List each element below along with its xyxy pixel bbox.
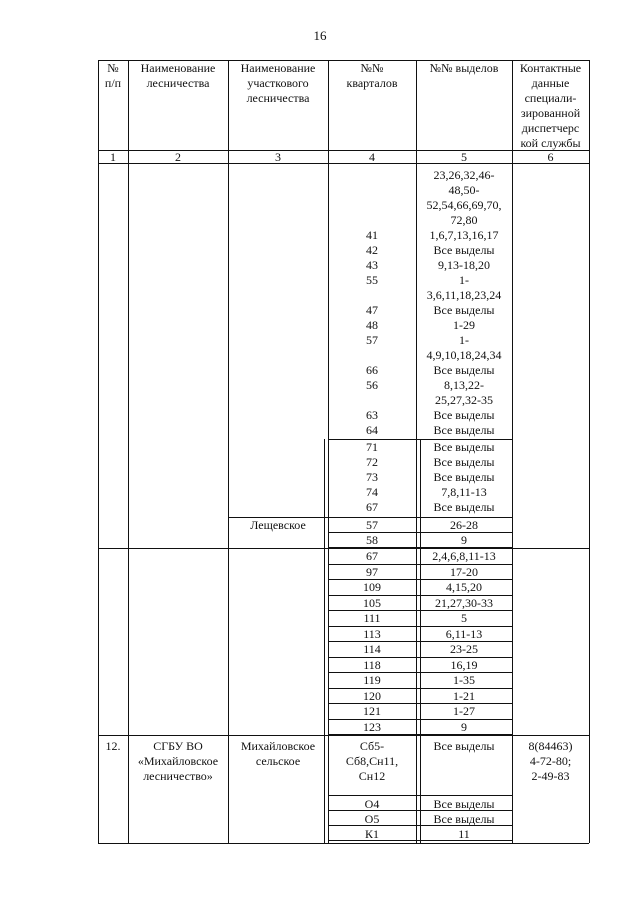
- plots-cell: 1,6,7,13,16,17: [429, 228, 499, 242]
- plots-cell: 23,26,32,46- 48,50- 52,54,66,69,70, 72,80: [426, 168, 502, 227]
- quarter-cell: 118: [363, 657, 381, 672]
- quarter-cell: 97: [366, 564, 378, 579]
- column-border: [98, 60, 99, 843]
- column-numbers-border: [98, 163, 589, 164]
- plots-cell: Все выделы: [433, 440, 495, 454]
- quarter-cell: 114: [363, 642, 381, 656]
- plots-cell: Все выделы: [433, 303, 495, 317]
- header-plots: №№ выделов: [429, 61, 499, 75]
- plots-cell: 17-20: [450, 564, 478, 579]
- plots-cell: 11: [458, 827, 470, 841]
- district-forestry-name: Михайловское сельское: [240, 739, 316, 768]
- column-number: 1: [110, 150, 116, 164]
- quarter-cell: К1: [364, 827, 379, 841]
- plots-cell: Все выделы: [433, 470, 495, 484]
- plots-cell: Все выделы: [433, 363, 495, 377]
- quarter-cell: 71: [366, 440, 378, 454]
- quarter-cell: 64: [366, 423, 378, 437]
- quarter-cell: 73: [366, 470, 378, 484]
- plots-cell: 16,19: [450, 657, 478, 672]
- header-district-forestry: Наименование участкового лесничества: [240, 61, 316, 105]
- quarter-cell: 121: [363, 704, 381, 718]
- quarter-cell: 119: [363, 673, 381, 687]
- quarter-cell: 120: [363, 688, 381, 703]
- row-number: 12.: [105, 739, 121, 753]
- quarter-cell: 67: [366, 500, 378, 514]
- plots-cell: Все выделы: [433, 423, 495, 437]
- quarter-cell: 42: [366, 243, 378, 257]
- column-border: [512, 60, 513, 843]
- plots-cell: 1- 3,6,11,18,23,24: [426, 273, 502, 302]
- column-number: 4: [369, 150, 375, 164]
- quarter-cell: 67: [366, 549, 378, 563]
- forestry-name: СГБУ ВО «Михайловское лесничество»: [137, 739, 219, 783]
- header-bottom-border: [98, 150, 589, 151]
- plots-cell: 9: [461, 533, 467, 547]
- quarter-cell: 111: [363, 611, 381, 625]
- header-contacts: Контактные данные специали- зированной диспетчерс кой службы: [519, 61, 582, 150]
- quarter-cell: 72: [366, 455, 378, 469]
- column-number: 2: [175, 150, 181, 164]
- column-border: [328, 60, 329, 843]
- plots-cell: Все выделы: [433, 812, 495, 826]
- quarter-cell: О5: [364, 812, 380, 826]
- inner-border: [324, 439, 325, 843]
- quarter-cell: 123: [363, 719, 381, 734]
- quarter-cell: 113: [363, 626, 381, 641]
- plots-cell: 9: [461, 719, 467, 734]
- plots-cell: Все выделы: [433, 243, 495, 257]
- header-quarters: №№ кварталов: [346, 61, 398, 90]
- contact-phones: 8(84463) 4-72-80; 2-49-83: [528, 739, 573, 783]
- plots-cell: Все выделы: [433, 408, 495, 422]
- header-forestry: Наименование лесничества: [140, 61, 216, 90]
- quarter-cell: 57: [366, 518, 378, 532]
- plots-cell: 26-28: [450, 518, 478, 532]
- quarter-cell: 63: [366, 408, 378, 422]
- quarter-cell: 48: [366, 318, 378, 332]
- plots-cell: 1-35: [453, 673, 475, 687]
- column-border: [128, 60, 129, 843]
- group-border: [98, 548, 589, 549]
- quarter-cell: 41: [366, 228, 378, 242]
- header-number: № п/п: [104, 61, 122, 90]
- column-number: 5: [461, 150, 467, 164]
- column-number: 6: [547, 150, 554, 164]
- quarter-cell: 55: [366, 273, 378, 287]
- column-border: [416, 60, 417, 843]
- plots-cell: 5: [461, 611, 467, 625]
- plots-cell: 6,11-13: [445, 626, 483, 641]
- quarter-cell: 57: [366, 333, 378, 347]
- page-number: 16: [313, 28, 327, 43]
- plots-cell: Все выделы: [433, 797, 495, 811]
- plots-cell: 9,13-18,20: [438, 258, 490, 272]
- quarter-cell: 66: [366, 363, 378, 377]
- plots-cell: 7,8,11-13: [441, 485, 487, 499]
- plots-cell: 8,13,22- 25,27,32-35: [435, 378, 493, 407]
- group-border: [228, 517, 512, 518]
- quarter-cell: 56: [366, 378, 378, 392]
- district-forestry-name: Лещевское: [250, 518, 306, 532]
- quarter-cell: Сб5- Сб8,Сн11, Сн12: [345, 739, 399, 783]
- plots-cell: 23-25: [450, 642, 478, 656]
- plots-cell: 1- 4,9,10,18,24,34: [426, 333, 502, 362]
- column-number: 3: [275, 150, 281, 164]
- column-border: [589, 60, 590, 843]
- quarter-cell: 43: [366, 258, 378, 272]
- quarter-cell: 47: [366, 303, 378, 317]
- plots-cell: 1-27: [453, 704, 475, 718]
- table-bottom-border: [98, 843, 589, 844]
- column-border: [228, 60, 229, 843]
- quarter-cell: О4: [364, 797, 380, 811]
- plots-cell: Все выделы: [433, 455, 495, 469]
- quarter-cell: 105: [363, 595, 381, 610]
- quarter-cell: 58: [366, 533, 378, 547]
- quarter-cell: 74: [366, 485, 378, 499]
- plots-cell: 1-29: [453, 318, 475, 332]
- plots-cell: 4,15,20: [446, 580, 482, 594]
- plots-cell: Все выделы: [433, 500, 495, 514]
- inner-border: [420, 439, 421, 843]
- plots-cell: Все выделы: [433, 739, 495, 753]
- plots-cell: 21,27,30-33: [435, 595, 493, 610]
- quarter-cell: 109: [363, 580, 381, 594]
- plots-cell: 2,4,6,8,11-13: [432, 549, 496, 563]
- table-top-border: [98, 60, 589, 61]
- plots-cell: 1-21: [453, 688, 475, 703]
- row-border: [98, 735, 589, 736]
